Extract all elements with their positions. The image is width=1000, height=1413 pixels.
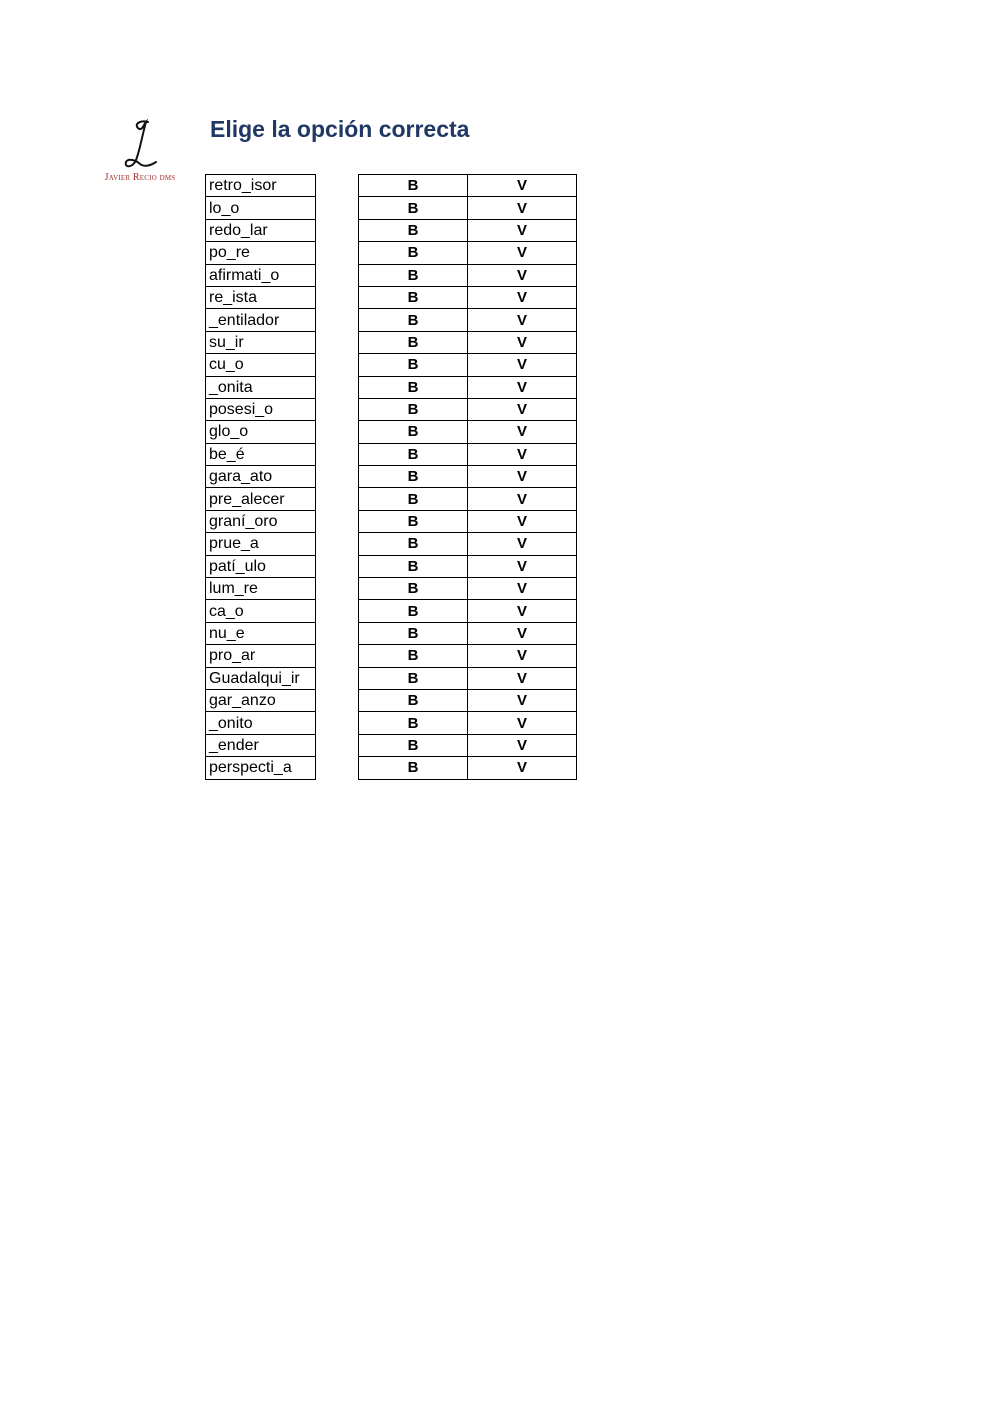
word-cell: nu_e xyxy=(206,622,316,644)
option-v-cell[interactable]: V xyxy=(468,197,577,219)
option-v-cell[interactable]: V xyxy=(468,421,577,443)
word-row xyxy=(206,555,316,577)
option-v-cell[interactable]: V xyxy=(468,376,577,398)
option-v-cell[interactable]: V xyxy=(468,354,577,376)
option-row xyxy=(359,488,577,510)
option-row xyxy=(359,689,577,711)
word-row xyxy=(206,466,316,488)
word-row xyxy=(206,286,316,308)
word-row xyxy=(206,264,316,286)
option-row xyxy=(359,264,577,286)
option-b-cell[interactable]: B xyxy=(359,421,468,443)
word-row xyxy=(206,376,316,398)
option-b-cell[interactable]: B xyxy=(359,175,468,197)
option-row xyxy=(359,734,577,756)
word-row xyxy=(206,354,316,376)
option-row xyxy=(359,645,577,667)
signature-j-icon xyxy=(118,118,162,172)
word-cell: posesi_o xyxy=(206,398,316,420)
option-b-cell[interactable]: B xyxy=(359,354,468,376)
word-cell: retro_isor xyxy=(206,175,316,197)
option-v-cell[interactable]: V xyxy=(468,309,577,331)
word-cell: redo_lar xyxy=(206,219,316,241)
option-row xyxy=(359,354,577,376)
option-row xyxy=(359,331,577,353)
word-row xyxy=(206,645,316,667)
option-v-cell[interactable]: V xyxy=(468,622,577,644)
page-title: Elige la opción correcta xyxy=(210,116,470,142)
option-v-cell[interactable]: V xyxy=(468,757,577,779)
word-row xyxy=(206,242,316,264)
option-v-cell[interactable]: V xyxy=(468,689,577,711)
word-row xyxy=(206,510,316,532)
logo-caption: Javier Recio dms xyxy=(104,172,176,183)
option-b-cell[interactable]: B xyxy=(359,443,468,465)
author-logo xyxy=(88,118,192,190)
option-b-cell[interactable]: B xyxy=(359,197,468,219)
option-b-cell[interactable]: B xyxy=(359,734,468,756)
option-row xyxy=(359,555,577,577)
option-b-cell[interactable]: B xyxy=(359,242,468,264)
option-b-cell[interactable]: B xyxy=(359,219,468,241)
option-row xyxy=(359,712,577,734)
word-cell: glo_o xyxy=(206,421,316,443)
words-table xyxy=(205,174,316,780)
option-b-cell[interactable]: B xyxy=(359,622,468,644)
options-table xyxy=(358,174,577,780)
option-b-cell[interactable]: B xyxy=(359,309,468,331)
option-row xyxy=(359,242,577,264)
option-row xyxy=(359,600,577,622)
word-row xyxy=(206,689,316,711)
option-b-cell[interactable]: B xyxy=(359,264,468,286)
option-row xyxy=(359,443,577,465)
option-v-cell[interactable]: V xyxy=(468,175,577,197)
option-b-cell[interactable]: B xyxy=(359,533,468,555)
word-cell: gar_anzo xyxy=(206,689,316,711)
option-row xyxy=(359,667,577,689)
option-v-cell[interactable]: V xyxy=(468,286,577,308)
option-v-cell[interactable]: V xyxy=(468,488,577,510)
word-cell: cu_o xyxy=(206,354,316,376)
option-v-cell[interactable]: V xyxy=(468,533,577,555)
word-cell: re_ista xyxy=(206,286,316,308)
word-cell: pre_alecer xyxy=(206,488,316,510)
word-cell: perspecti_a xyxy=(206,757,316,779)
word-row xyxy=(206,622,316,644)
option-b-cell[interactable]: B xyxy=(359,376,468,398)
word-row xyxy=(206,398,316,420)
word-cell: be_é xyxy=(206,443,316,465)
option-b-cell[interactable]: B xyxy=(359,286,468,308)
option-b-cell[interactable]: B xyxy=(359,555,468,577)
word-row xyxy=(206,443,316,465)
option-row xyxy=(359,622,577,644)
option-row xyxy=(359,309,577,331)
word-row xyxy=(206,734,316,756)
option-b-cell[interactable]: B xyxy=(359,466,468,488)
option-b-cell[interactable]: B xyxy=(359,578,468,600)
option-v-cell[interactable]: V xyxy=(468,264,577,286)
option-v-cell[interactable]: V xyxy=(468,510,577,532)
word-cell: pro_ar xyxy=(206,645,316,667)
option-v-cell[interactable]: V xyxy=(468,600,577,622)
word-row xyxy=(206,421,316,443)
word-row xyxy=(206,175,316,197)
word-cell: prue_a xyxy=(206,533,316,555)
option-row xyxy=(359,421,577,443)
option-v-cell[interactable]: V xyxy=(468,443,577,465)
option-b-cell[interactable]: B xyxy=(359,398,468,420)
option-b-cell[interactable]: B xyxy=(359,689,468,711)
word-cell: patí_ulo xyxy=(206,555,316,577)
option-v-cell[interactable]: V xyxy=(468,555,577,577)
word-cell: po_re xyxy=(206,242,316,264)
word-cell: su_ir xyxy=(206,331,316,353)
word-cell: _onita xyxy=(206,376,316,398)
word-cell: lo_o xyxy=(206,197,316,219)
option-row xyxy=(359,578,577,600)
option-row xyxy=(359,533,577,555)
option-v-cell[interactable]: V xyxy=(468,734,577,756)
word-row xyxy=(206,197,316,219)
option-v-cell[interactable]: V xyxy=(468,219,577,241)
word-cell: Guadalqui_ir xyxy=(206,667,316,689)
word-row xyxy=(206,667,316,689)
option-row xyxy=(359,197,577,219)
option-b-cell[interactable]: B xyxy=(359,645,468,667)
word-row xyxy=(206,488,316,510)
option-v-cell[interactable]: V xyxy=(468,331,577,353)
word-cell: afirmati_o xyxy=(206,264,316,286)
option-row xyxy=(359,757,577,779)
option-v-cell[interactable]: V xyxy=(468,466,577,488)
option-row xyxy=(359,219,577,241)
option-v-cell[interactable]: V xyxy=(468,398,577,420)
option-b-cell[interactable]: B xyxy=(359,712,468,734)
option-b-cell[interactable]: B xyxy=(359,757,468,779)
option-row xyxy=(359,175,577,197)
option-row xyxy=(359,376,577,398)
option-row xyxy=(359,510,577,532)
option-b-cell[interactable]: B xyxy=(359,510,468,532)
word-row xyxy=(206,219,316,241)
option-v-cell[interactable]: V xyxy=(468,645,577,667)
option-row xyxy=(359,466,577,488)
word-row xyxy=(206,533,316,555)
option-row xyxy=(359,398,577,420)
word-cell: _onito xyxy=(206,712,316,734)
word-row xyxy=(206,309,316,331)
option-row xyxy=(359,286,577,308)
word-cell: graní_oro xyxy=(206,510,316,532)
word-row xyxy=(206,757,316,779)
option-v-cell[interactable]: V xyxy=(468,578,577,600)
option-v-cell[interactable]: V xyxy=(468,242,577,264)
word-cell: ca_o xyxy=(206,600,316,622)
word-cell: lum_re xyxy=(206,578,316,600)
word-row xyxy=(206,600,316,622)
word-cell: gara_ato xyxy=(206,466,316,488)
option-b-cell[interactable]: B xyxy=(359,331,468,353)
word-row xyxy=(206,331,316,353)
word-cell: _ender xyxy=(206,734,316,756)
option-b-cell[interactable]: B xyxy=(359,667,468,689)
option-v-cell[interactable]: V xyxy=(468,712,577,734)
option-b-cell[interactable]: B xyxy=(359,600,468,622)
word-row xyxy=(206,712,316,734)
word-row xyxy=(206,578,316,600)
option-b-cell[interactable]: B xyxy=(359,488,468,510)
word-cell: _entilador xyxy=(206,309,316,331)
option-v-cell[interactable]: V xyxy=(468,667,577,689)
